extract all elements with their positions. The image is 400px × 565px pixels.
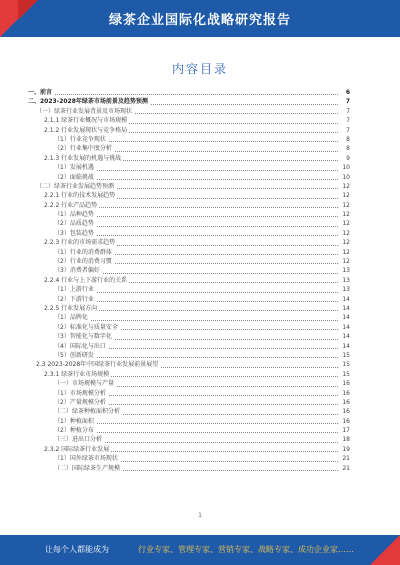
toc-entry-page: 12 [342,239,350,247]
toc-entry-label: （2）行业集中度分析 [54,145,112,153]
report-title: 绿茶企业国际化战略研究报告 [108,13,291,28]
toc-entry[interactable] [28,398,350,407]
toc-leader-dots [54,235,338,236]
toc-entry-page: 14 [342,323,350,331]
toc-leader-dots [54,432,338,433]
toc-entry-label: （1）行业的消费群体 [54,248,112,256]
toc-entry-page: 17 [342,427,350,435]
toc-entry[interactable] [28,389,350,398]
toc-entry[interactable] [28,257,350,266]
toc-entry[interactable] [28,445,350,454]
toc-entry-label: （3）智能化与数字化 [54,333,112,341]
toc-entry-page: 14 [342,342,350,350]
toc-entry-label: （一）市场规模与产量 [54,380,115,388]
toc-entry-label: 2.2.3 行业的市场需求趋势 [44,239,116,247]
toc-entry[interactable] [28,107,350,116]
report-header [0,0,400,37]
toc-entry-page: 16 [342,380,350,388]
toc-entry-page: 8 [346,145,350,153]
toc-entry[interactable] [28,154,350,163]
toc-entry-page: 8 [346,135,350,143]
toc-entry-page: 21 [342,464,350,472]
toc-entry-label: 2.1.2 行业发展现状与竞争格局 [44,126,128,134]
toc-entry[interactable] [28,266,350,275]
toc-entry-page: 7 [346,117,350,125]
toc-entry-page: 19 [342,445,350,453]
footer-tags: 行业专家、管理专家、营销专家、战略专家、成功企业家…… [138,545,354,554]
toc-entry-label: （二）国际绿茶生产规模 [54,464,121,472]
toc-entry-label: （1）发展机遇 [54,164,94,172]
toc-entry[interactable] [28,229,350,238]
toc-entry[interactable] [28,304,350,313]
footer-red-corner [370,535,400,565]
toc-entry-page: 14 [342,314,350,322]
toc-entry-label: 2.2.2 行业产品趋势 [44,201,98,209]
toc-leader-dots [54,301,338,302]
toc-entry-page: 7 [346,107,350,115]
toc-entry-label: （一）绿茶行业发展背景及市场现状 [36,107,133,115]
toc-entry-label: 2.3.2 国际绿茶行业发展 [44,445,110,453]
toc-entry-page: 16 [342,417,350,425]
toc-entry-page: 21 [342,455,350,463]
toc-entry[interactable] [28,407,350,416]
toc-entry-page: 13 [342,276,350,284]
page-number: 1 [198,512,202,519]
toc-entry-page: 6 [345,89,350,96]
toc-entry-page: 16 [342,398,350,406]
toc-entry-page: 10 [342,173,350,181]
toc-title: 内容目录 [171,62,228,76]
toc-entry[interactable] [28,210,350,219]
table-of-contents [28,88,350,473]
toc-entry-page: 12 [342,258,350,266]
toc-entry-label: 一、前言 [28,89,53,96]
toc-entry[interactable] [28,332,350,341]
toc-entry-label: 2.2.1 行业的技术发展趋势 [44,192,116,200]
toc-entry-label: （2）种植分布 [54,427,94,435]
toc-entry-label: （2）下游行业 [54,295,94,303]
toc-entry[interactable] [28,182,350,191]
toc-entry-label: （1）种植面积 [54,417,94,425]
toc-entry-label: （二）绿茶种植面积分析 [54,408,121,416]
toc-entry-page: 15 [342,370,350,378]
toc-entry-label: （2）产量规模分析 [54,398,106,406]
toc-entry-page: 14 [342,304,350,312]
toc-entry-page: 18 [342,436,350,444]
toc-entry[interactable] [28,163,350,172]
toc-entry-page: 12 [342,201,350,209]
toc-entry-page: 12 [342,220,350,228]
report-footer [0,535,400,565]
toc-entry-page: 7 [345,98,350,106]
toc-entry[interactable] [28,454,350,463]
toc-entry[interactable] [28,238,350,247]
toc-entry[interactable] [28,426,350,435]
toc-entry[interactable] [28,173,350,182]
toc-entry[interactable] [28,379,350,388]
toc-entry-page: 12 [342,229,350,237]
toc-leader-dots [54,320,338,321]
toc-leader-dots [54,216,338,217]
toc-leader-dots [54,170,338,171]
toc-entry-page: 12 [342,248,350,256]
toc-leader-dots [54,292,338,293]
toc-entry-label: （1）行业竞争现状 [54,135,106,143]
toc-entry-page: 7 [346,126,350,134]
toc-entry-page: 9 [346,154,350,162]
toc-entry-page: 12 [342,192,350,200]
toc-entry-label: 2.2.4 行业与上下游行业的关系 [44,276,128,284]
toc-entry-page: 16 [342,408,350,416]
toc-entry[interactable] [28,313,350,322]
toc-entry[interactable] [28,370,350,379]
toc-entry-page: 12 [342,211,350,219]
toc-leader-dots [54,226,338,227]
toc-entry[interactable] [28,464,350,473]
toc-entry-label: （3）消费者偏好 [54,267,100,275]
toc-leader-dots [54,179,338,180]
toc-entry-page: 14 [342,333,350,341]
toc-entry[interactable] [28,144,350,153]
toc-entry-label: （1）上游行业 [54,286,94,294]
toc-entry-page: 15 [342,361,350,369]
toc-leader-dots [28,94,338,95]
toc-entry-label: 2.3.1 绿茶行业市场规模 [44,370,110,378]
toc-entry[interactable] [28,191,350,200]
toc-entry-label: 2.3 2023-2028年中国绿茶行业发展前景展望 [36,361,159,369]
toc-entry-label: （1）品种趋势 [54,211,94,219]
toc-entry[interactable] [28,342,350,351]
toc-entry-label: （二）绿茶行业发展趋势预测 [36,182,115,190]
footer-lead: 让每个人都能成为 [45,545,109,554]
toc-entry[interactable] [28,417,350,426]
toc-entry-label: 2.1.1 绿茶行业概况与市场规模 [44,117,128,125]
toc-entry-page: 16 [342,389,350,397]
toc-entry-page: 13 [342,267,350,275]
toc-entry[interactable] [28,219,350,228]
toc-leader-dots [54,357,338,358]
toc-entry-label: （2）品质趋势 [54,220,94,228]
toc-entry-label: （1）国外绿茶市场现状 [54,455,118,463]
toc-entry-label: （5）创新研发 [54,351,94,359]
toc-leader-dots [54,423,338,424]
toc-entry-label: （3）包装趋势 [54,229,94,237]
toc-entry[interactable] [28,201,350,210]
toc-entry-label: （4）国际化与出口 [54,342,106,350]
toc-entry[interactable] [28,351,350,360]
toc-entry[interactable] [28,88,350,97]
toc-entry-label: （2）面临挑战 [54,173,94,181]
toc-entry[interactable] [28,323,350,332]
toc-entry-label: （2）标准化与质量安全 [54,323,118,331]
toc-entry-label: （三）进出口分析 [54,436,103,444]
toc-entry[interactable] [28,97,350,106]
toc-entry[interactable] [28,126,350,135]
toc-entry[interactable] [28,248,350,257]
toc-entry[interactable] [28,295,350,304]
toc-entry-page: 12 [342,182,350,190]
toc-entry[interactable] [28,116,350,125]
toc-entry-label: 二、2023-2028年绿茶市场前景及趋势预测 [28,98,148,106]
toc-entry[interactable] [28,276,350,285]
toc-entry-page: 10 [342,164,350,172]
toc-entry-page: 14 [342,295,350,303]
toc-entry-label: （2）行业的消费习惯 [54,258,112,266]
toc-entry[interactable] [28,360,350,369]
toc-entry-page: 13 [342,286,350,294]
toc-entry[interactable] [28,285,350,294]
toc-entry-label: 2.1.3 行业发展的机遇与挑战 [44,154,122,162]
toc-entry-label: （1）品牌化 [54,314,88,322]
toc-entry-page: 15 [342,351,350,359]
toc-entry[interactable] [28,435,350,444]
toc-entry-label: （1）市场规模分析 [54,389,106,397]
toc-entry[interactable] [28,135,350,144]
toc-entry-label: 2.2.5 行业发展方向 [44,304,98,312]
